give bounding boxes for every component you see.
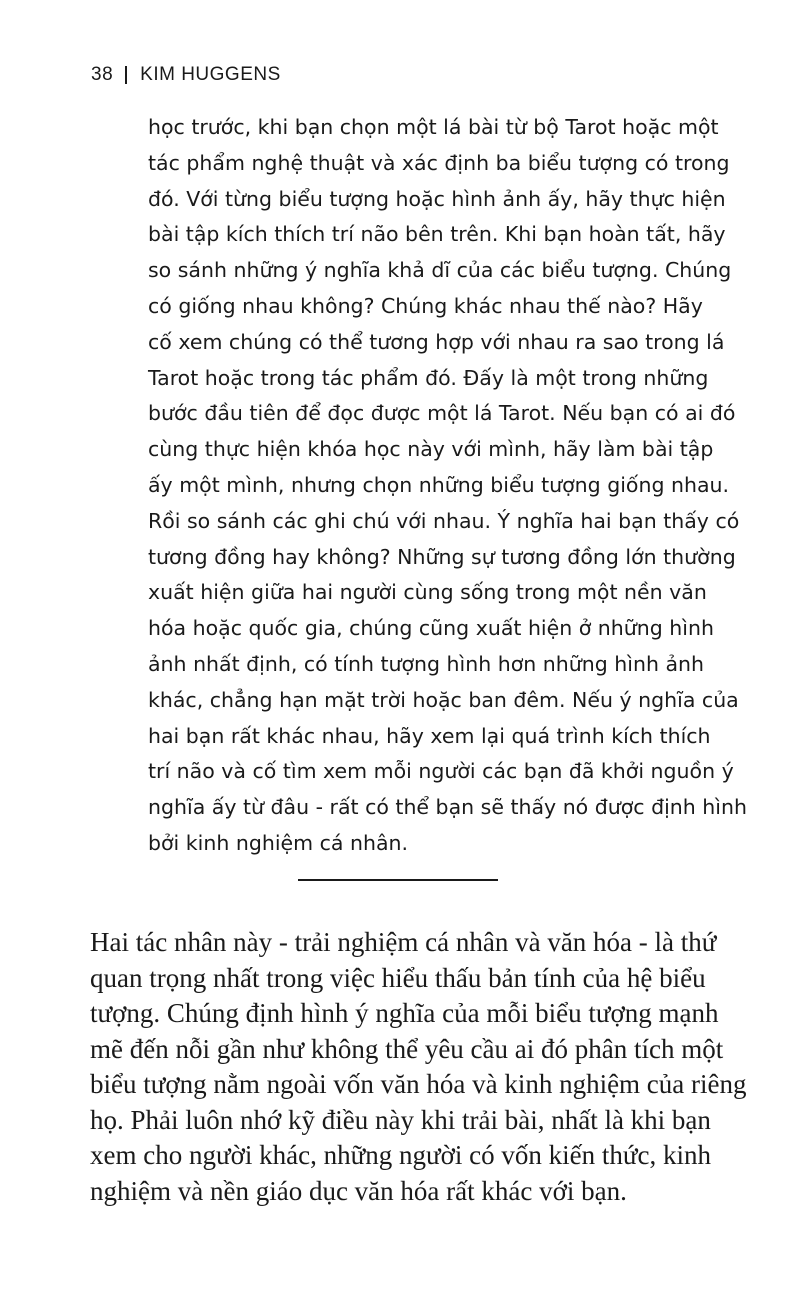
page-number: 38 xyxy=(91,64,114,85)
exercise-line: có giống nhau không? Chúng khác nhau thế nào? Hãy xyxy=(148,293,703,318)
body-line: nghiệm và nền giáo dục văn hóa rất khác với bạn. xyxy=(90,1175,627,1206)
exercise-line: học trước, khi bạn chọn một lá bài từ bộ Tarot hoặc một xyxy=(148,115,719,139)
body-paragraph xyxy=(90,925,747,1209)
section-divider xyxy=(298,879,498,881)
exercise-line: Rồi so sánh các ghi chú với nhau. Ý nghĩa hai bạn thấy có xyxy=(148,508,740,533)
exercise-line: xuất hiện giữa hai người cùng sống trong một nền văn xyxy=(148,580,707,605)
author-name: KIM HUGGENS xyxy=(140,64,281,85)
body-line: họ. Phải luôn nhớ kỹ điều này khi trải bài, nhất là khi bạn xyxy=(90,1104,711,1135)
exercise-line: ảnh nhất định, có tính tượng hình hơn những hình ảnh xyxy=(148,651,705,676)
exercise-text-block xyxy=(148,110,747,862)
body-line: biểu tượng nằm ngoài vốn văn hóa và kinh nghiệm của riêng xyxy=(90,1069,747,1099)
exercise-line: đó. Với từng biểu tượng hoặc hình ảnh ấy, hãy thực hiện xyxy=(148,186,726,211)
exercise-line: trí não và cố tìm xem mỗi người các bạn đã khởi nguồn ý xyxy=(148,759,734,784)
running-header xyxy=(91,60,281,90)
body-line: mẽ đến nỗi gần như không thể yêu cầu ai đó phân tích một xyxy=(90,1033,724,1064)
exercise-line: so sánh những ý nghĩa khả dĩ của các biểu tượng. Chúng xyxy=(148,258,732,283)
exercise-line: hai bạn rất khác nhau, hãy xem lại quá trình kích thích xyxy=(148,723,711,748)
exercise-line: cùng thực hiện khóa học này với mình, hãy làm bài tập xyxy=(148,437,714,462)
body-line: xem cho người khác, những người có vốn kiến thức, kinh xyxy=(90,1140,711,1170)
exercise-line: hóa hoặc quốc gia, chúng cũng xuất hiện ở những hình xyxy=(148,616,714,641)
exercise-line: nghĩa ấy từ đâu - rất có thể bạn sẽ thấy nó được định hình xyxy=(148,795,747,820)
body-line: quan trọng nhất trong việc hiểu thấu bản tính của hệ biểu xyxy=(90,962,706,993)
exercise-line: Tarot hoặc trong tác phẩm đó. Đấy là một trong những xyxy=(148,365,709,390)
exercise-line: tương đồng hay không? Những sự tương đồng lớn thường xyxy=(148,544,736,569)
exercise-line: khác, chẳng hạn mặt trời hoặc ban đêm. Nếu ý nghĩa của xyxy=(148,687,739,712)
exercise-line: cố xem chúng có thể tương hợp với nhau ra sao trong lá xyxy=(148,329,725,354)
header-separator xyxy=(125,66,127,84)
body-line: tượng. Chúng định hình ý nghĩa của mỗi biểu tượng mạnh xyxy=(90,998,719,1028)
exercise-line: bước đầu tiên để đọc được một lá Tarot. Nếu bạn có ai đó xyxy=(148,401,736,426)
exercise-line: bài tập kích thích trí não bên trên. Khi bạn hoàn tất, hãy xyxy=(148,222,726,247)
exercise-line: tác phẩm nghệ thuật và xác định ba biểu tượng có trong xyxy=(148,150,730,175)
body-line: Hai tác nhân này - trải nghiệm cá nhân và văn hóa - là thứ xyxy=(90,927,717,957)
exercise-line: bởi kinh nghiệm cá nhân. xyxy=(148,830,409,855)
exercise-line: ấy một mình, nhưng chọn những biểu tượng giống nhau. xyxy=(148,472,730,497)
